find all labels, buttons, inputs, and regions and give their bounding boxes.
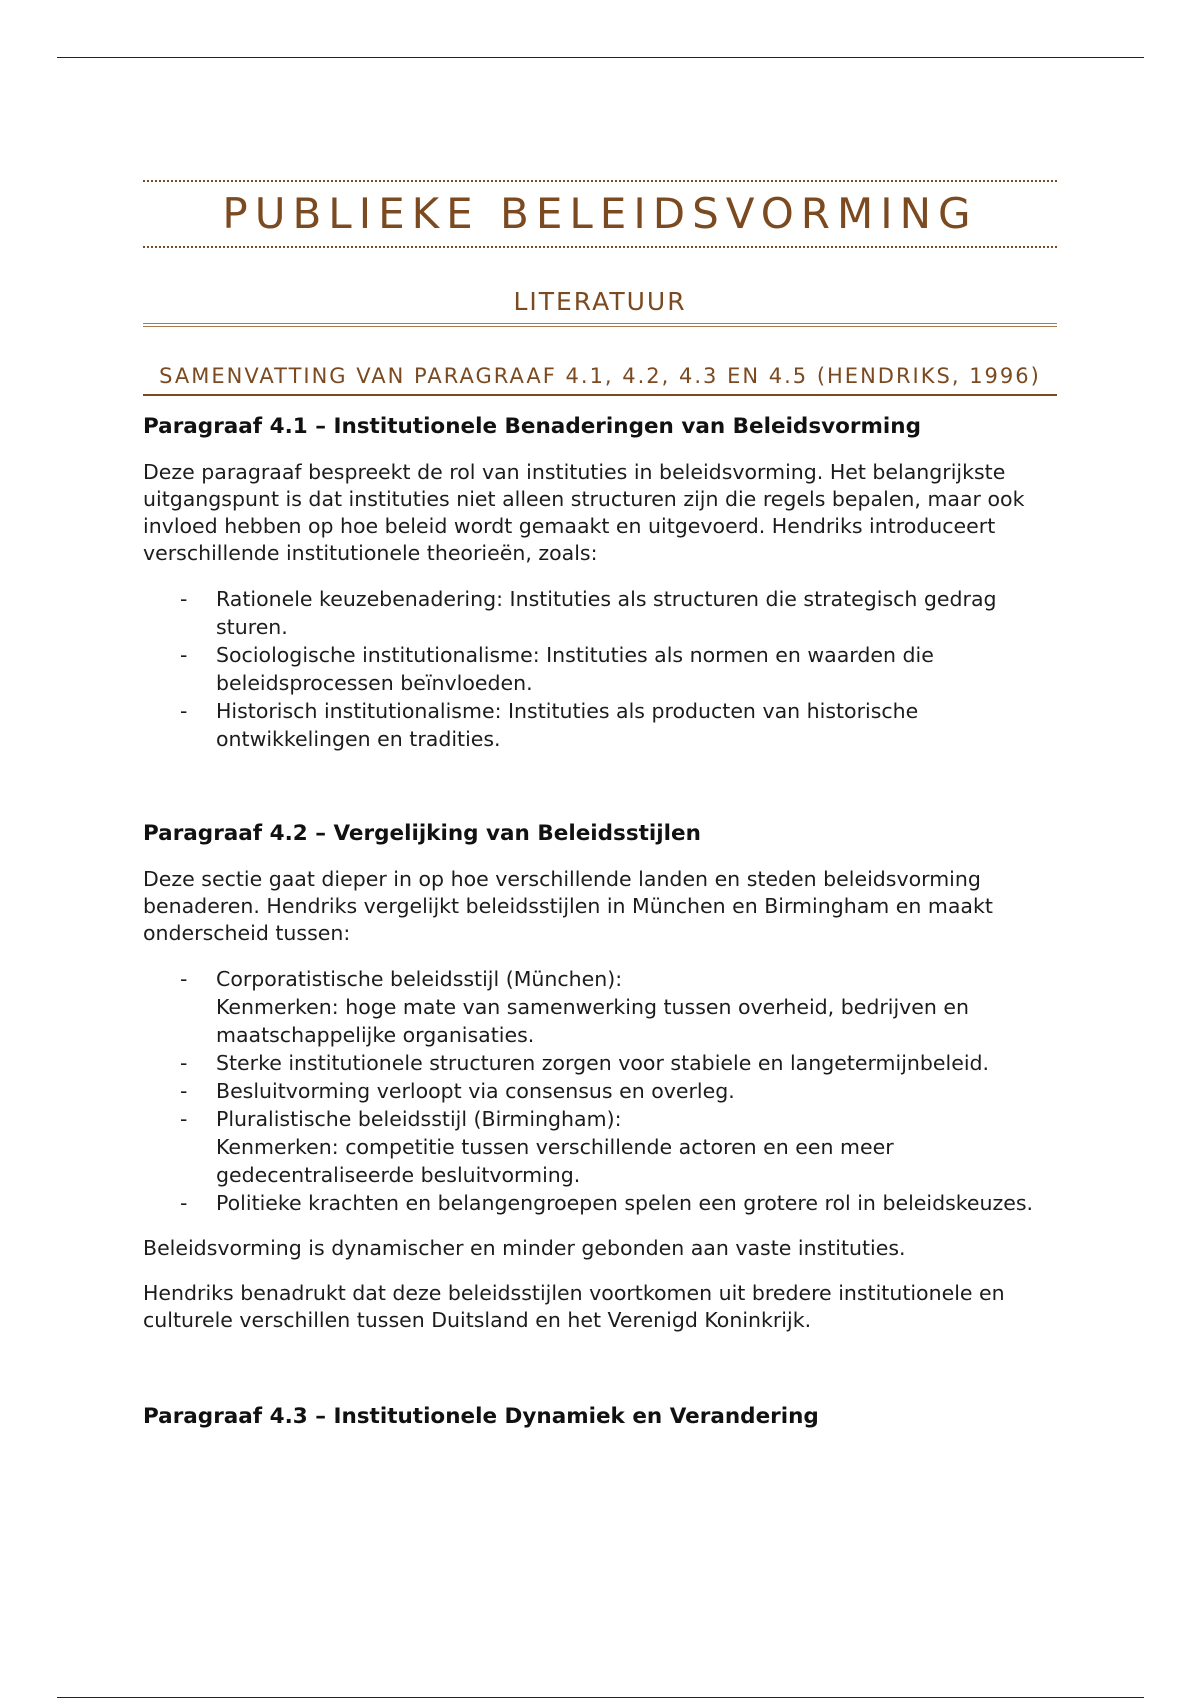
title-block	[143, 180, 1057, 248]
list-item	[143, 697, 1057, 753]
document-title: PUBLIEKE BELEIDSVORMING	[222, 189, 978, 238]
list-item	[143, 641, 1057, 697]
list-item-text: Sociologische institutionalisme: Instituties als normen en waarden die beleidsprocessen beïnvloeden.	[216, 643, 934, 695]
list-item-text: Rationele keuzebenadering: Instituties als structuren die strategisch gedrag sturen.	[216, 587, 997, 639]
summary-heading: SAMENVATTING VAN PARAGRAAF 4.1, 4.2, 4.3 EN 4.5 (HENDRIKS, 1996)	[143, 362, 1057, 396]
list-item-text: Pluralistische beleidsstijl (Birmingham):	[216, 1107, 622, 1131]
list-item-text: Historisch institutionalisme: Instituties als producten van historische ontwikkelingen en tradities.	[216, 699, 919, 751]
section-4-1-list	[143, 585, 1057, 753]
list-item	[143, 585, 1057, 641]
page-bottom-rule	[57, 1697, 1144, 1698]
list-item-subtext: Kenmerken: competitie tussen verschillende actoren en een meer gedecentraliseerde besluitvorming.	[216, 1135, 894, 1187]
document-subtitle: LITERATUUR	[143, 287, 1057, 327]
section-4-1-intro: Deze paragraaf bespreekt de rol van instituties in beleidsvorming. Het belangrijkste uitgangspunt is dat instituties niet alleen structuren zijn die regels bepalen, maar ook invloed hebben op hoe beleid wordt gemaakt en uitgevoerd. Hendriks introduceert verschillende institutionele theorieën, zoals:	[143, 460, 1025, 565]
section-4-2-intro: Deze sectie gaat dieper in op hoe verschillende landen en steden beleidsvorming benaderen. Hendriks vergelijkt beleidsstijlen in München en Birmingham en maakt onderscheid tussen:	[143, 867, 993, 945]
list-item-text: Corporatistische beleidsstijl (München):	[216, 967, 623, 991]
bullet-dash: -	[180, 1107, 188, 1131]
section-4-2-conclusion: Beleidsvorming is dynamischer en minder gebonden aan vaste instituties.	[143, 1236, 906, 1260]
list-item-text: Politieke krachten en belangengroepen spelen een grotere rol in beleidskeuzes.	[216, 1191, 1034, 1215]
list-item-text: Sterke institutionele structuren zorgen voor stabiele en langetermijnbeleid.	[216, 1051, 990, 1075]
section-4-2-final: Hendriks benadrukt dat deze beleidsstijlen voortkomen uit bredere institutionele en culturele verschillen tussen Duitsland en het Verenigd Koninkrijk.	[143, 1281, 1005, 1332]
list-item-text: Besluitvorming verloopt via consensus en overleg.	[216, 1079, 735, 1103]
list-item	[143, 1189, 1057, 1217]
list-item	[143, 1077, 1057, 1105]
section-4-2-list	[143, 965, 1057, 1217]
list-item	[143, 1049, 1057, 1077]
page-top-rule	[57, 57, 1144, 58]
bullet-dash: -	[180, 643, 188, 667]
list-item	[143, 965, 1057, 1049]
bullet-dash: -	[180, 1191, 188, 1215]
list-item-subtext: Kenmerken: hoge mate van samenwerking tussen overheid, bedrijven en maatschappelijke organisaties.	[216, 995, 970, 1047]
section-heading-4-1: Paragraaf 4.1 – Institutionele Benaderingen van Beleidsvorming	[143, 414, 921, 439]
section-heading-4-3: Paragraaf 4.3 – Institutionele Dynamiek en Verandering	[143, 1404, 819, 1429]
bullet-dash: -	[180, 699, 188, 723]
document-body	[143, 180, 1057, 1431]
bullet-dash: -	[180, 967, 188, 991]
bullet-dash: -	[180, 587, 188, 611]
bullet-dash: -	[180, 1079, 188, 1103]
list-item	[143, 1105, 1057, 1189]
section-heading-4-2: Paragraaf 4.2 – Vergelijking van Beleidsstijlen	[143, 821, 701, 846]
bullet-dash: -	[180, 1051, 188, 1075]
